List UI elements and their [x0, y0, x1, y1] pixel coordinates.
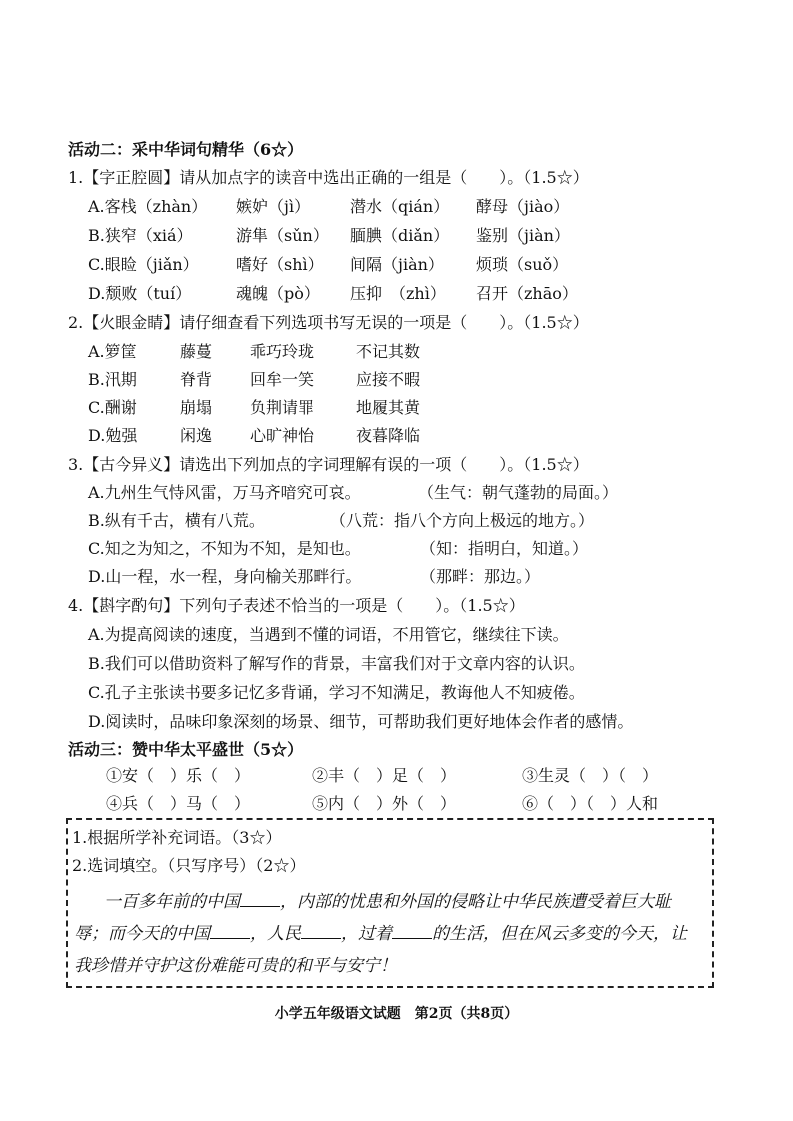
q1-option-a-3: 潜水（qián） [350, 197, 450, 216]
q1-option-c-2: 嗜好（shì） [236, 255, 324, 274]
fill-paragraph-line1 [104, 892, 671, 912]
idiom-6: ⑥（ ）（ ）人和 [522, 794, 659, 813]
task-2: 2.选词填空。（只写序号）（2☆） [72, 856, 306, 875]
q2-option-c-2: 崩塌 [180, 398, 213, 417]
fill-paragraph-line2 [74, 924, 687, 944]
q1-option-c-3: 间隔（jiàn） [350, 255, 444, 274]
q2-option-b-4: 应接不暇 [356, 370, 421, 389]
q2-stem: 2.【火眼金睛】请仔细查看下列选项书写无误的一项是（ ）。（1.5☆） [68, 313, 589, 332]
q2-option-d-3: 心旷神怡 [250, 426, 315, 445]
idiom-5: ⑤内（ ）外（ ） [312, 794, 457, 813]
q2-option-b-3: 回牟一笑 [250, 370, 315, 389]
para-text-6: 的生活，但在风云多变的今天，让 [432, 924, 687, 944]
q4-option-d: D.阅读时，品味印象深刻的场景、细节，可帮助我们更好地体会作者的感情。 [88, 712, 634, 731]
q3-option-d: D.山一程，水一程，身向榆关那畔行。 [88, 567, 362, 586]
idiom-4: ④兵（ ）马（ ） [106, 794, 251, 813]
q4-option-b: B.我们可以借助资料了解写作的背景，丰富我们对于文章内容的认识。 [88, 654, 585, 673]
idiom-2: ②丰（ ）足（ ） [312, 766, 457, 785]
q1-option-d-4: 召开（zhāo） [476, 284, 578, 303]
q1-stem: 1.【字正腔圆】请从加点字的读音中选出正确的一组是（ ）。（1.5☆） [68, 168, 589, 187]
para-text-5: ，过着 [341, 924, 392, 944]
para-text-1: 一百多年前的中国 [104, 892, 240, 912]
q1-option-b-2: 游隼（sǔn） [236, 226, 329, 245]
q4-stem: 4.【斟字酌句】下列句子表述不恰当的一项是（ ）。（1.5☆） [68, 596, 525, 615]
q3-option-a: A.九州生气恃风雷，万马齐喑究可哀。 [88, 483, 361, 502]
page-footer: 小学五年级语文试题 第2页（共8页） [274, 1006, 519, 1022]
q1-option-b-4: 鉴别（jiàn） [476, 226, 570, 245]
q2-option-d-4: 夜暮降临 [356, 426, 421, 445]
q2-option-c-3: 负荆请罪 [250, 398, 315, 417]
q3-option-c-note: （知：指明白，知道。） [420, 539, 589, 558]
q1-option-b-1: B.狭窄（xiá） [88, 226, 193, 245]
q3-stem: 3.【古今异义】请选出下列加点的字词理解有误的一项（ ）。（1.5☆） [68, 455, 589, 474]
para-text-2: ，内部的忧患和外国的侵略让中华民族遭受着巨大耻 [280, 892, 671, 912]
blank-1[interactable] [240, 892, 280, 907]
para-text-4: ，人民 [250, 924, 301, 944]
q1-option-d-1: D.颓败（tuí） [88, 284, 192, 303]
q1-option-d-3: 压抑 （zhì） [350, 284, 446, 303]
blank-2[interactable] [210, 924, 250, 939]
q2-option-a-2: 藤蔓 [180, 342, 213, 361]
activity3-title: 活动三：赞中华太平盛世（5☆） [68, 740, 304, 759]
q1-option-d-2: 魂魄（pò） [236, 284, 320, 303]
q4-option-a: A.为提高阅读的速度，当遇到不懂的词语，不用管它，继续往下读。 [88, 625, 569, 644]
blank-3[interactable] [301, 924, 341, 939]
para-text-3: 辱；而今天的中国 [74, 924, 210, 944]
q1-option-b-3: 腼腆（diǎn） [350, 226, 450, 245]
q2-option-a-1: A.箩筐 [88, 342, 137, 361]
q1-option-a-4: 酵母（jiào） [476, 197, 570, 216]
q1-option-a-2: 嫉妒（jì） [236, 197, 311, 216]
q2-option-c-1: C.酬谢 [88, 398, 137, 417]
blank-4[interactable] [392, 924, 432, 939]
q3-option-c: C.知之为知之，不知为不知，是知也。 [88, 539, 361, 558]
q1-option-c-4: 烦琐（suǒ） [476, 255, 569, 274]
q3-option-a-note: （生气：朝气蓬勃的局面。） [418, 483, 619, 502]
q1-option-a-1: A.客栈（zhàn） [88, 197, 208, 216]
q3-option-b: B.纵有千古，横有八荒。 [88, 511, 265, 530]
q3-option-d-note: （那畔：那边。） [420, 567, 541, 586]
task-box [66, 818, 714, 988]
q2-option-a-3: 乖巧玲珑 [250, 342, 315, 361]
q2-option-b-1: B.汛期 [88, 370, 137, 389]
q1-option-c-1: C.眼睑（jiǎn） [88, 255, 199, 274]
q2-option-a-4: 不记其数 [356, 342, 421, 361]
q2-option-d-1: D.勉强 [88, 426, 138, 445]
q2-option-b-2: 脊背 [180, 370, 213, 389]
activity2-title: 活动二：采中华词句精华（6☆） [68, 140, 304, 159]
q2-option-d-2: 闲逸 [180, 426, 213, 445]
q3-option-b-note: （八荒：指八个方向上极远的地方。） [330, 511, 595, 530]
idiom-3: ③生灵（ ）（ ） [522, 766, 659, 785]
idiom-1: ①安（ ）乐（ ） [106, 766, 251, 785]
fill-paragraph-line3: 我珍惜并守护这份难能可贵的和平与安宁！ [74, 956, 397, 976]
q4-option-c: C.孔子主张读书要多记忆多背诵，学习不知满足，教诲他人不知疲倦。 [88, 683, 585, 702]
q2-option-c-4: 地履其黄 [356, 398, 421, 417]
task-1: 1.根据所学补充词语。（3☆） [72, 828, 282, 847]
